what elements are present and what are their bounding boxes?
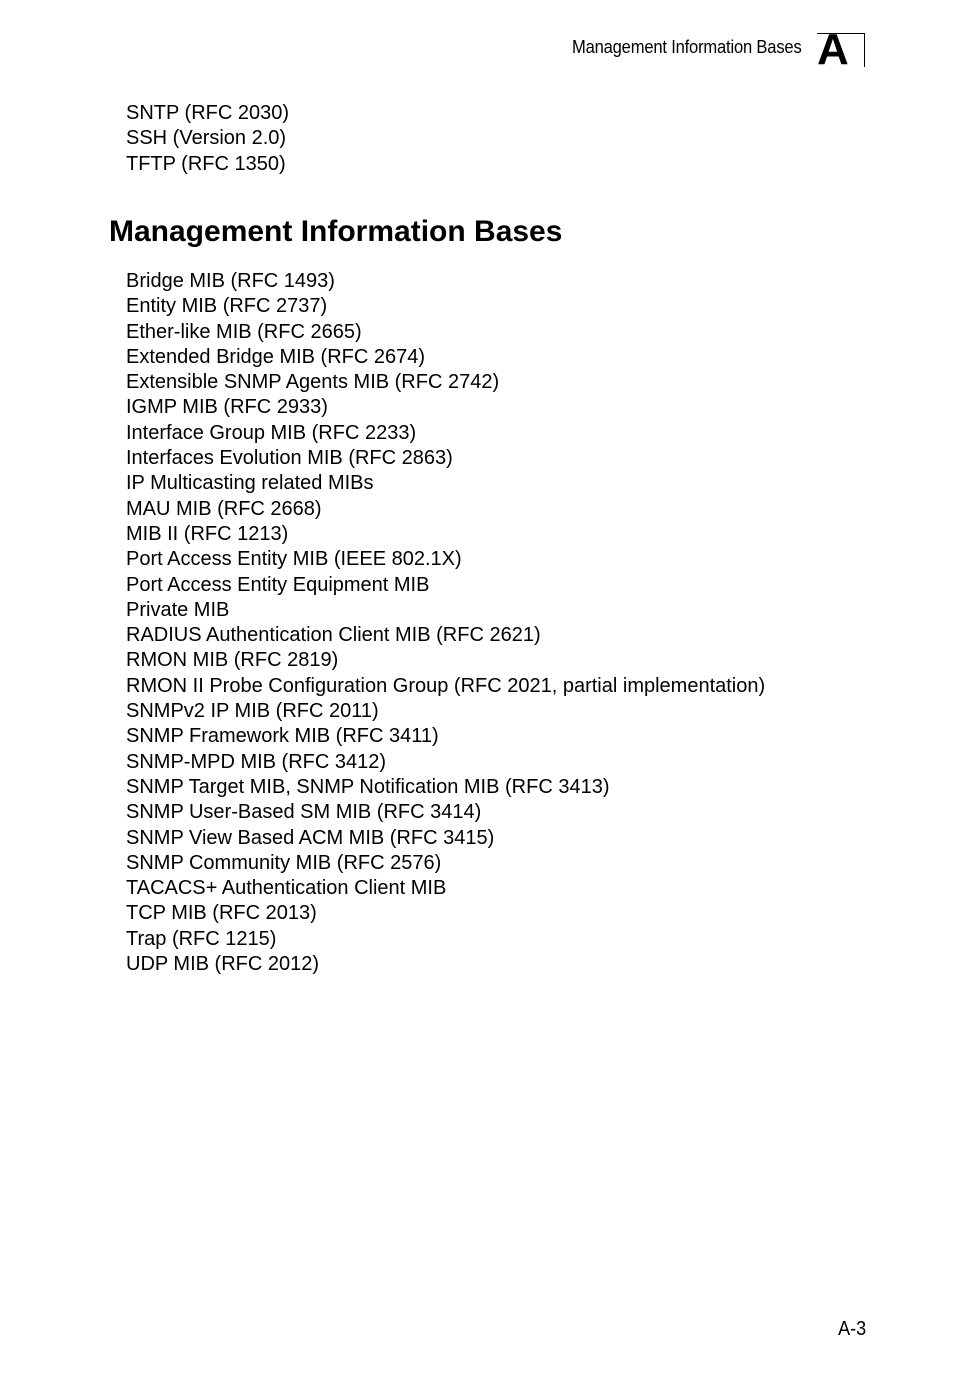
list-item: Interfaces Evolution MIB (RFC 2863) xyxy=(126,447,453,470)
protocol-list xyxy=(126,101,289,177)
list-item: Port Access Entity MIB (IEEE 802.1X) xyxy=(126,548,462,571)
list-item: SNMP Community MIB (RFC 2576) xyxy=(126,851,442,874)
list-item: Interface Group MIB (RFC 2233) xyxy=(126,421,417,444)
appendix-tab xyxy=(817,25,865,74)
section-title: Management Information Bases xyxy=(109,215,563,248)
list-item: Extended Bridge MIB (RFC 2674) xyxy=(126,345,426,368)
mib-list xyxy=(126,269,765,977)
list-item: TFTP (RFC 1350) xyxy=(126,152,286,175)
list-item: SNMP Framework MIB (RFC 3411) xyxy=(126,725,439,748)
appendix-tab-letter: A xyxy=(817,25,849,74)
list-item: TCP MIB (RFC 2013) xyxy=(126,902,317,925)
list-item: IP Multicasting related MIBs xyxy=(126,472,374,495)
list-item: RMON MIB (RFC 2819) xyxy=(126,649,339,672)
list-item: SNMP-MPD MIB (RFC 3412) xyxy=(126,750,387,773)
list-item: Trap (RFC 1215) xyxy=(126,927,277,950)
list-item: Bridge MIB (RFC 1493) xyxy=(126,270,335,292)
list-item: Extensible SNMP Agents MIB (RFC 2742) xyxy=(126,371,500,394)
list-item: Private MIB xyxy=(126,598,230,621)
list-item: RADIUS Authentication Client MIB (RFC 2621) xyxy=(126,624,541,647)
list-item: RMON II Probe Configuration Group (RFC 2021, partial implementation) xyxy=(126,674,766,697)
list-item: SNMP Target MIB, SNMP Notification MIB (RFC 3413) xyxy=(126,775,610,798)
list-item: TACACS+ Authentication Client MIB xyxy=(126,877,447,900)
list-item: SNTP (RFC 2030) xyxy=(126,102,290,124)
list-item: IGMP MIB (RFC 2933) xyxy=(126,396,328,419)
list-item: Port Access Entity Equipment MIB xyxy=(126,573,430,596)
list-item: UDP MIB (RFC 2012) xyxy=(126,953,320,976)
list-item: Entity MIB (RFC 2737) xyxy=(126,295,328,318)
page-number: A-3 xyxy=(837,1318,866,1340)
list-item: MIB II (RFC 1213) xyxy=(126,522,289,545)
list-item: SSH (Version 2.0) xyxy=(126,127,287,150)
running-header: Management Information Bases xyxy=(572,37,802,57)
list-item: SNMPv2 IP MIB (RFC 2011) xyxy=(126,700,379,723)
list-item: SNMP View Based ACM MIB (RFC 3415) xyxy=(126,826,495,849)
list-item: MAU MIB (RFC 2668) xyxy=(126,497,322,520)
list-item: Ether-like MIB (RFC 2665) xyxy=(126,320,362,343)
list-item: SNMP User-Based SM MIB (RFC 3414) xyxy=(126,801,482,824)
